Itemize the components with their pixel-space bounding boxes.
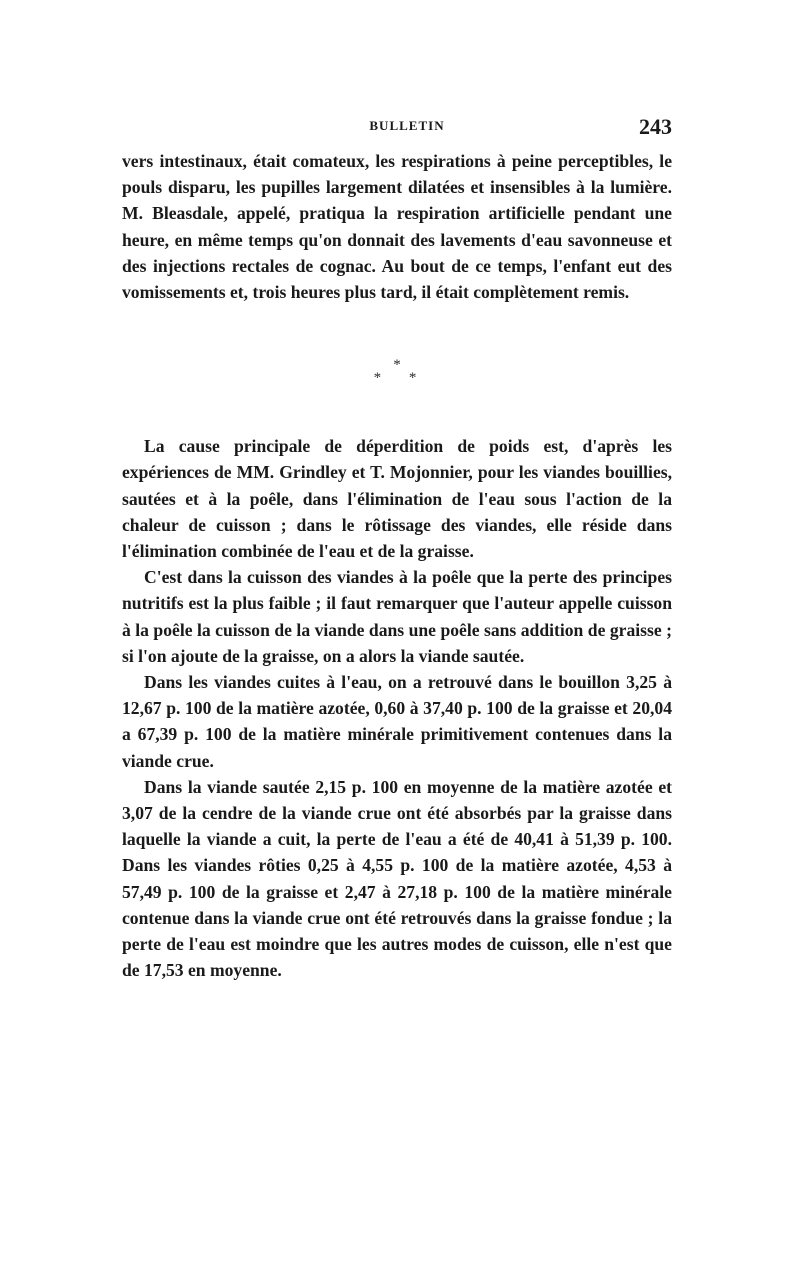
book-page: [122, 114, 672, 983]
asterism-bottom: * *: [373, 370, 429, 387]
page-header: [122, 114, 672, 148]
page-number: 243: [639, 114, 672, 139]
paragraph-viande-sautee: Dans la viande sautée 2,15 p. 100 en moyenne de la matière azotée et 3,07 de la cendre de la viande crue ont été absorbés par la graisse dans laquelle la viande a cuit, la perte de l'eau a été de 40,41 à 51,39 p. 100. Dans les viandes rôties 0,25 à 4,55 p. 100 de la matière azotée, 4,53 à 57,49 p. 100 de la graisse et 2,47 à 27,18 p. 100 de la matière minérale contenue dans la viande crue ont été retrouvés dans la graisse fondue ; la perte de l'eau est moindre que les autres modes de cuisson, elle n'est que de 17,53 en moyenne.: [122, 776, 672, 981]
asterism-top: *: [393, 357, 401, 374]
section-separator-asterism: [122, 359, 672, 385]
paragraph-viandes-eau: Dans les viandes cuites à l'eau, on a retrouvé dans le bouillon 3,25 à 12,67 p. 100 de la matière azotée, 0,60 à 37,40 p. 100 de la graisse et 20,04 a 67,39 p. 100 de la matière minérale primitivement contenues dans la viande crue.: [122, 672, 672, 771]
paragraph-cause-principale: La cause principale de déperdition de poids est, d'après les expériences de MM. Grindley et T. Mojonnier, pour les viandes bouillies, sautées et à la poêle, dans l'élimination de l'eau sous l'action de la chaleur de cuisson ; dans le rôtissage des viandes, elle réside dans l'élimination combinée de l'eau et de la graisse.: [122, 436, 672, 562]
paragraph-cuisson-poele: C'est dans la cuisson des viandes à la poêle que la perte des principes nutritifs est la plus faible ; il faut remarquer que l'auteur appelle cuisson à la poêle la cuisson de la viande dans une poêle sans addition de graisse ; si l'on ajoute de la graisse, on a alors la viande sautée.: [122, 567, 672, 666]
running-title: BULLETIN: [369, 118, 445, 133]
continued-paragraph: vers intestinaux, était comateux, les respirations à peine perceptibles, le pouls disparu, les pupilles largement dilatées et insensibles à la lumière. M. Bleasdale, appelé, pratiqua la respiration artificielle pendant une heure, en même temps qu'on donnait des lavements d'eau savonneuse et des injections rectales de cognac. Au bout de ce temps, l'enfant eut des vomissements et, trois heures plus tard, il était complètement remis.: [122, 151, 672, 303]
